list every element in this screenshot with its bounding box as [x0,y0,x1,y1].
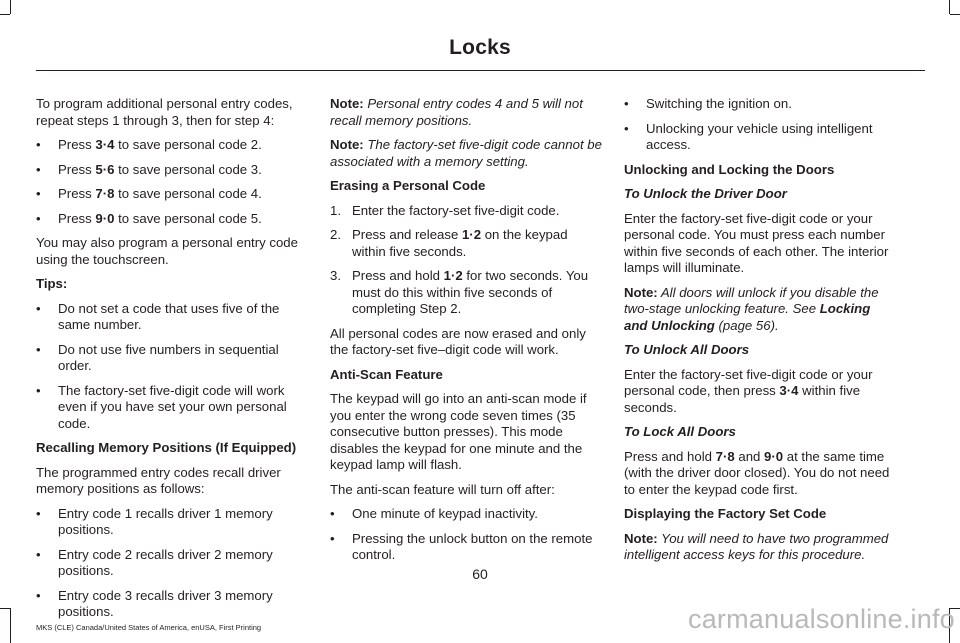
page-title: Locks [449,36,511,59]
keypad-code: 1·2 [443,268,463,283]
bullet-icon: • [330,530,335,546]
erase-steps-list [330,203,602,318]
step-text: Press and release [352,227,462,242]
recall-text: Entry code 1 recalls driver 1 memory positions. [58,505,273,537]
step-text: for two seconds. You must do this within five seconds of completing Step 2. [352,268,589,316]
driver-door-subheading: To Unlock the Driver Door [624,186,787,201]
list-item [36,506,308,539]
step-text: to save personal code 5. [114,210,262,226]
keypad-code: 9·0 [95,210,115,226]
list-item [330,531,602,564]
bullet-icon: • [36,210,41,226]
page-number: 60 [472,566,488,582]
unlock-heading: Unlocking and Locking the Doors [624,161,835,177]
step-text: to save personal code 3. [114,161,262,177]
program-steps-list [36,137,308,227]
bullet-icon: • [624,96,629,111]
step-text: to save personal code 4. [114,186,262,201]
erase-result: All personal codes are now erased and only the factory-set five–digit code will work. [330,325,586,357]
body-text: within five seconds. [624,383,861,415]
crop-mark [10,0,11,14]
antiscan-text: One minute of keypad inactivity. [352,506,538,521]
list-item [330,506,602,523]
note-label: Note: [624,530,658,546]
tips-heading: Tips: [36,276,68,291]
keypad-code: 7·8 [95,186,115,201]
page-reference: (page 56). [714,317,779,333]
crop-mark [0,608,10,609]
note-text: You will need to have two programmed intelligent access keys for this procedure. [624,530,889,562]
body-text: Enter the factory-set five-digit code or your personal code, then press [624,366,873,398]
bullet-icon: • [36,546,41,562]
list-item [36,383,308,433]
list-item [624,96,896,113]
column-2 [330,96,602,572]
step-number: 3. [330,268,341,283]
list-item [36,211,308,228]
list-item [36,186,308,203]
tips-list [36,301,308,433]
list-item [36,137,308,154]
step-text: Enter the factory-set five-digit code. [352,202,560,218]
bullet-icon: • [330,506,335,521]
note-paragraph [330,137,602,170]
bullet-icon: • [36,505,41,521]
keypad-code: 7·8 [715,448,735,464]
list-item [330,203,602,220]
note-label: Note: [330,96,364,111]
bullet-icon: • [36,587,41,603]
crop-mark [10,608,11,643]
list-item [330,268,602,318]
column-3 [624,96,896,572]
recall-intro: The programmed entry codes recall driver memory positions as follows: [36,464,281,496]
antiscan-list-continued [624,96,896,154]
lock-doors-paragraph [624,449,896,499]
recall-heading: Recalling Memory Positions (If Equipped) [36,440,297,455]
bullet-icon: • [36,186,41,201]
note-label: Note: [330,137,364,152]
step-number: 1. [330,202,341,218]
list-item [36,342,308,375]
header-rule [36,70,925,71]
keypad-code: 9·0 [764,448,784,464]
note-text: The factory-set five-digit code cannot be associated with a memory setting. [330,137,602,169]
column-1 [36,96,308,629]
step-text: on the keypad within five seconds. [352,227,568,259]
erase-heading: Erasing a Personal Code [330,178,486,193]
footer-text: MKS (CLE) Canada/United States of America, enUSA, First Printing [36,623,262,632]
touchscreen-paragraph: You may also program a personal entry code using the touchscreen. [36,235,298,267]
note-paragraph [624,531,896,564]
note-paragraph [330,96,602,129]
antiscan-off-paragraph: The anti-scan feature will turn off after: [330,481,555,497]
antiscan-text: Switching the ignition on. [646,96,792,111]
step-text: Press and hold [352,268,444,283]
crop-mark [949,0,950,14]
keypad-code: 5·6 [95,161,115,177]
note-paragraph [624,285,896,335]
note-text: All doors will unlock if you disable the two-stage unlocking feature. See [624,284,879,316]
list-item [330,227,602,260]
watermark: carmanualsonline.info [688,604,955,634]
driver-door-paragraph: Enter the factory-set five-digit code or your personal code. You must press each number within five seconds of each other. The interior lamps will illuminate. [624,210,889,275]
antiscan-list [330,506,602,564]
list-item [36,162,308,179]
step-text: to save personal code 2. [114,137,262,152]
keypad-code: 1·2 [461,227,482,242]
step-number: 2. [330,227,341,242]
body-text: at the same time (with the driver door closed). You do not need to enter the keypad code first. [624,448,890,497]
tip-text: Do not use five numbers in sequential order. [58,341,279,373]
list-item [36,301,308,334]
bullet-icon: • [36,341,41,357]
all-doors-paragraph [624,367,896,417]
list-item [624,121,896,154]
bullet-icon: • [36,300,41,316]
step-text: Press [58,186,96,201]
note-text: Personal entry codes 4 and 5 will not recall memory positions. [330,96,583,128]
step-text: Press [58,210,96,226]
recall-text: Entry code 2 recalls driver 2 memory positions. [58,546,273,578]
step-text: Press [58,137,96,152]
display-code-heading: Displaying the Factory Set Code [624,506,827,521]
body-text: Press and hold [624,448,716,464]
keypad-code: 3·4 [95,137,115,152]
bullet-icon: • [624,120,629,136]
antiscan-text: Pressing the unlock button on the remote control. [352,530,593,562]
body-text: and [734,448,765,464]
crop-mark [950,14,960,15]
step-text: Press [58,161,96,177]
crop-mark [0,14,10,15]
bullet-icon: • [36,382,41,398]
keypad-code: 3·4 [779,383,799,398]
intro-paragraph: To program additional personal entry codes, repeat steps 1 through 3, then for step 4: [36,96,293,128]
recall-list [36,506,308,621]
bullet-icon: • [36,161,41,177]
antiscan-text: Unlocking your vehicle using intelligent access. [646,120,873,152]
note-label: Note: [624,284,658,300]
cross-reference-link[interactable]: Locking and Unlocking [624,301,871,333]
bullet-icon: • [36,137,41,152]
lock-doors-subheading: To Lock All Doors [624,424,736,439]
list-item [36,588,308,621]
all-doors-subheading: To Unlock All Doors [624,342,750,357]
antiscan-paragraph: The keypad will go into an anti-scan mode if you enter the wrong code seven times (35 consecutive button presses). This mode disables the keypad for one minute and the keypad lamp will flash. [330,391,587,472]
tip-text: The factory-set five-digit code will work even if you have set your own personal code. [58,382,287,431]
tip-text: Do not set a code that uses five of the same number. [58,300,280,332]
recall-text: Entry code 3 recalls driver 3 memory positions. [58,587,273,619]
antiscan-heading: Anti-Scan Feature [330,366,443,382]
